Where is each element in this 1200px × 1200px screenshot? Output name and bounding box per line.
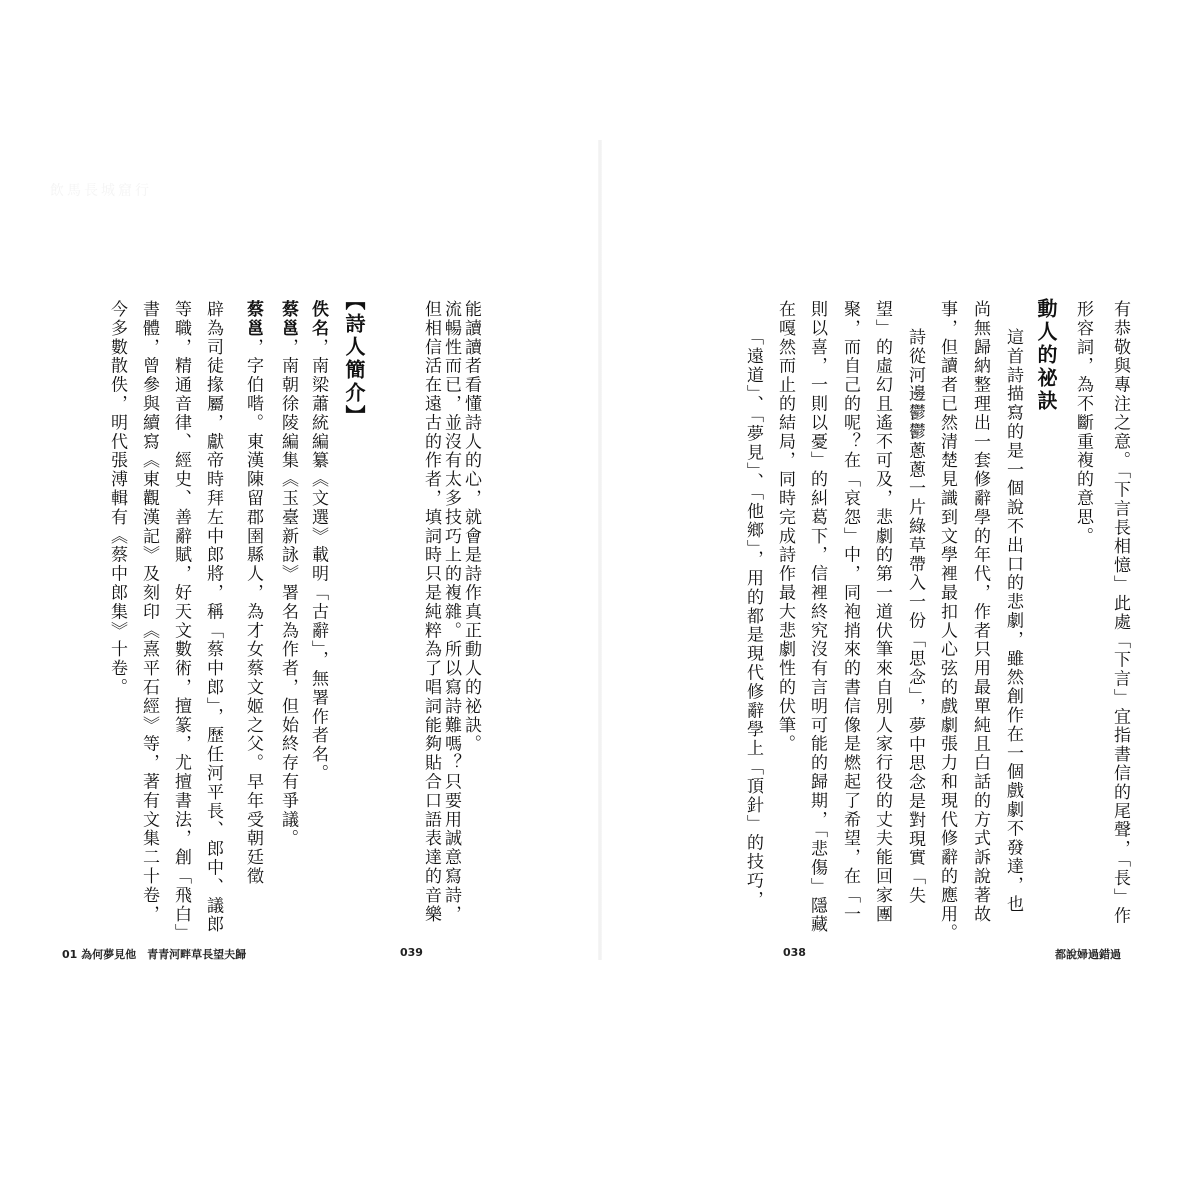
intro-line-3: 但相信活在遠古的作者，填詞時只是純粹為了唱詞能夠貼合口語表達的音樂 bbox=[421, 300, 441, 924]
footer-chapter-title: 01 為何夢見他 青青河畔草長望夫歸 bbox=[62, 948, 247, 961]
bio-line-1-text: ，字伯喈。東漢陳留郡圉縣人，為才女蔡文姬之父。早年受朝廷徵 bbox=[243, 337, 263, 886]
intro-line-2: 流暢性而已，並沒有太多技巧上的複雜。所以寫詩難嗎？只要用誠意寫詩， bbox=[441, 300, 461, 924]
faint-poem-title: 飲馬長城窟行 bbox=[50, 183, 152, 199]
body-line-4: 詩從河邊鬱鬱蔥蔥一片綠草帶入一份「思念」，夢中思念是對現實「失 bbox=[905, 328, 925, 906]
poet-line-2-text: ，南朝徐陵編集《玉臺新詠》署名為作者，但始終存有爭議。 bbox=[278, 337, 298, 849]
page-number-right: 038 bbox=[783, 946, 806, 959]
page-number-left: 039 bbox=[400, 946, 423, 959]
section-heading: 動人的祕訣 bbox=[1034, 298, 1058, 413]
footer-book-title: 都說婦過錯過 bbox=[1055, 948, 1121, 961]
body-line-3: 事，但讀者已然清楚見識到文學裡最扣人心弦的戲劇張力和現代修辭的應用。 bbox=[937, 300, 957, 943]
body-line-9: 「遠道」、「夢見」、「他鄉」，用的都是現代修辭學上「頂針」的技巧， bbox=[743, 328, 763, 910]
bio-line-2: 辟為司徒掾屬，獻帝時拜左中郎將，稱「蔡中郎」，歷任河平長、郎中、議郎 bbox=[203, 300, 223, 935]
body-line-5: 望」的虛幻且遙不可及，悲劇的第一道伏筆來自別人家行役的丈夫能回家團 bbox=[872, 300, 892, 924]
poet-line-1 bbox=[305, 300, 331, 783]
bio-line-5: 今多數散佚，明代張溥輯有《蔡中郎集》十卷。 bbox=[107, 300, 127, 697]
right-page bbox=[600, 0, 1200, 1200]
bio-line-4: 書體，曾參與續寫《東觀漢記》及刻印《熹平石經》等，著有文集二十卷， bbox=[139, 300, 159, 924]
bio-name-caiyong: 蔡邕 bbox=[243, 300, 263, 338]
body-line-7: 則以喜，一則以憂」的糾葛下，信裡終究沒有言明可能的歸期，「悲傷」隱藏 bbox=[807, 300, 827, 935]
poet-intro-heading: 【詩人簡介】 bbox=[342, 290, 366, 428]
body-line-2: 尚無歸納整理出一套修辭學的年代，作者只用最單純且白話的方式訴說著故 bbox=[970, 300, 990, 924]
poet-name-anonymous: 佚名 bbox=[308, 300, 328, 338]
poet-name-caiyong: 蔡邕 bbox=[278, 300, 298, 338]
body-line-6: 聚，而自己的呢？在「哀怨」中，同袍捎來的書信像是燃起了希望，在「一 bbox=[840, 300, 860, 924]
intro-line-1: 能讀讀者看懂詩人的心，就會是詩作真正動人的祕訣。 bbox=[461, 300, 481, 754]
top-line-2: 形容詞，為不斷重複的意思。 bbox=[1073, 300, 1093, 546]
bio-line-3: 等職，精通音律、經史、善辭賦，好天文數術，擅篆，尤擅書法，創「飛白」 bbox=[171, 300, 191, 943]
body-line-1: 這首詩描寫的是一個說不出口的悲劇，雖然創作在一個戲劇不發達，也 bbox=[1003, 328, 1023, 914]
poet-line-2 bbox=[275, 300, 301, 848]
poet-line-1-text: ，南梁蕭統編纂《文選》載明「古辭」，無署作者名。 bbox=[308, 337, 328, 783]
top-line-1: 有恭敬與專注之意。「下言長相憶」此處「下言」宜指書信的尾聲，「長」作 bbox=[1110, 300, 1130, 926]
bio-line-1 bbox=[240, 300, 266, 886]
body-line-8: 在嘎然而止的結局，同時完成詩作最大悲劇性的伏筆。 bbox=[775, 300, 795, 754]
